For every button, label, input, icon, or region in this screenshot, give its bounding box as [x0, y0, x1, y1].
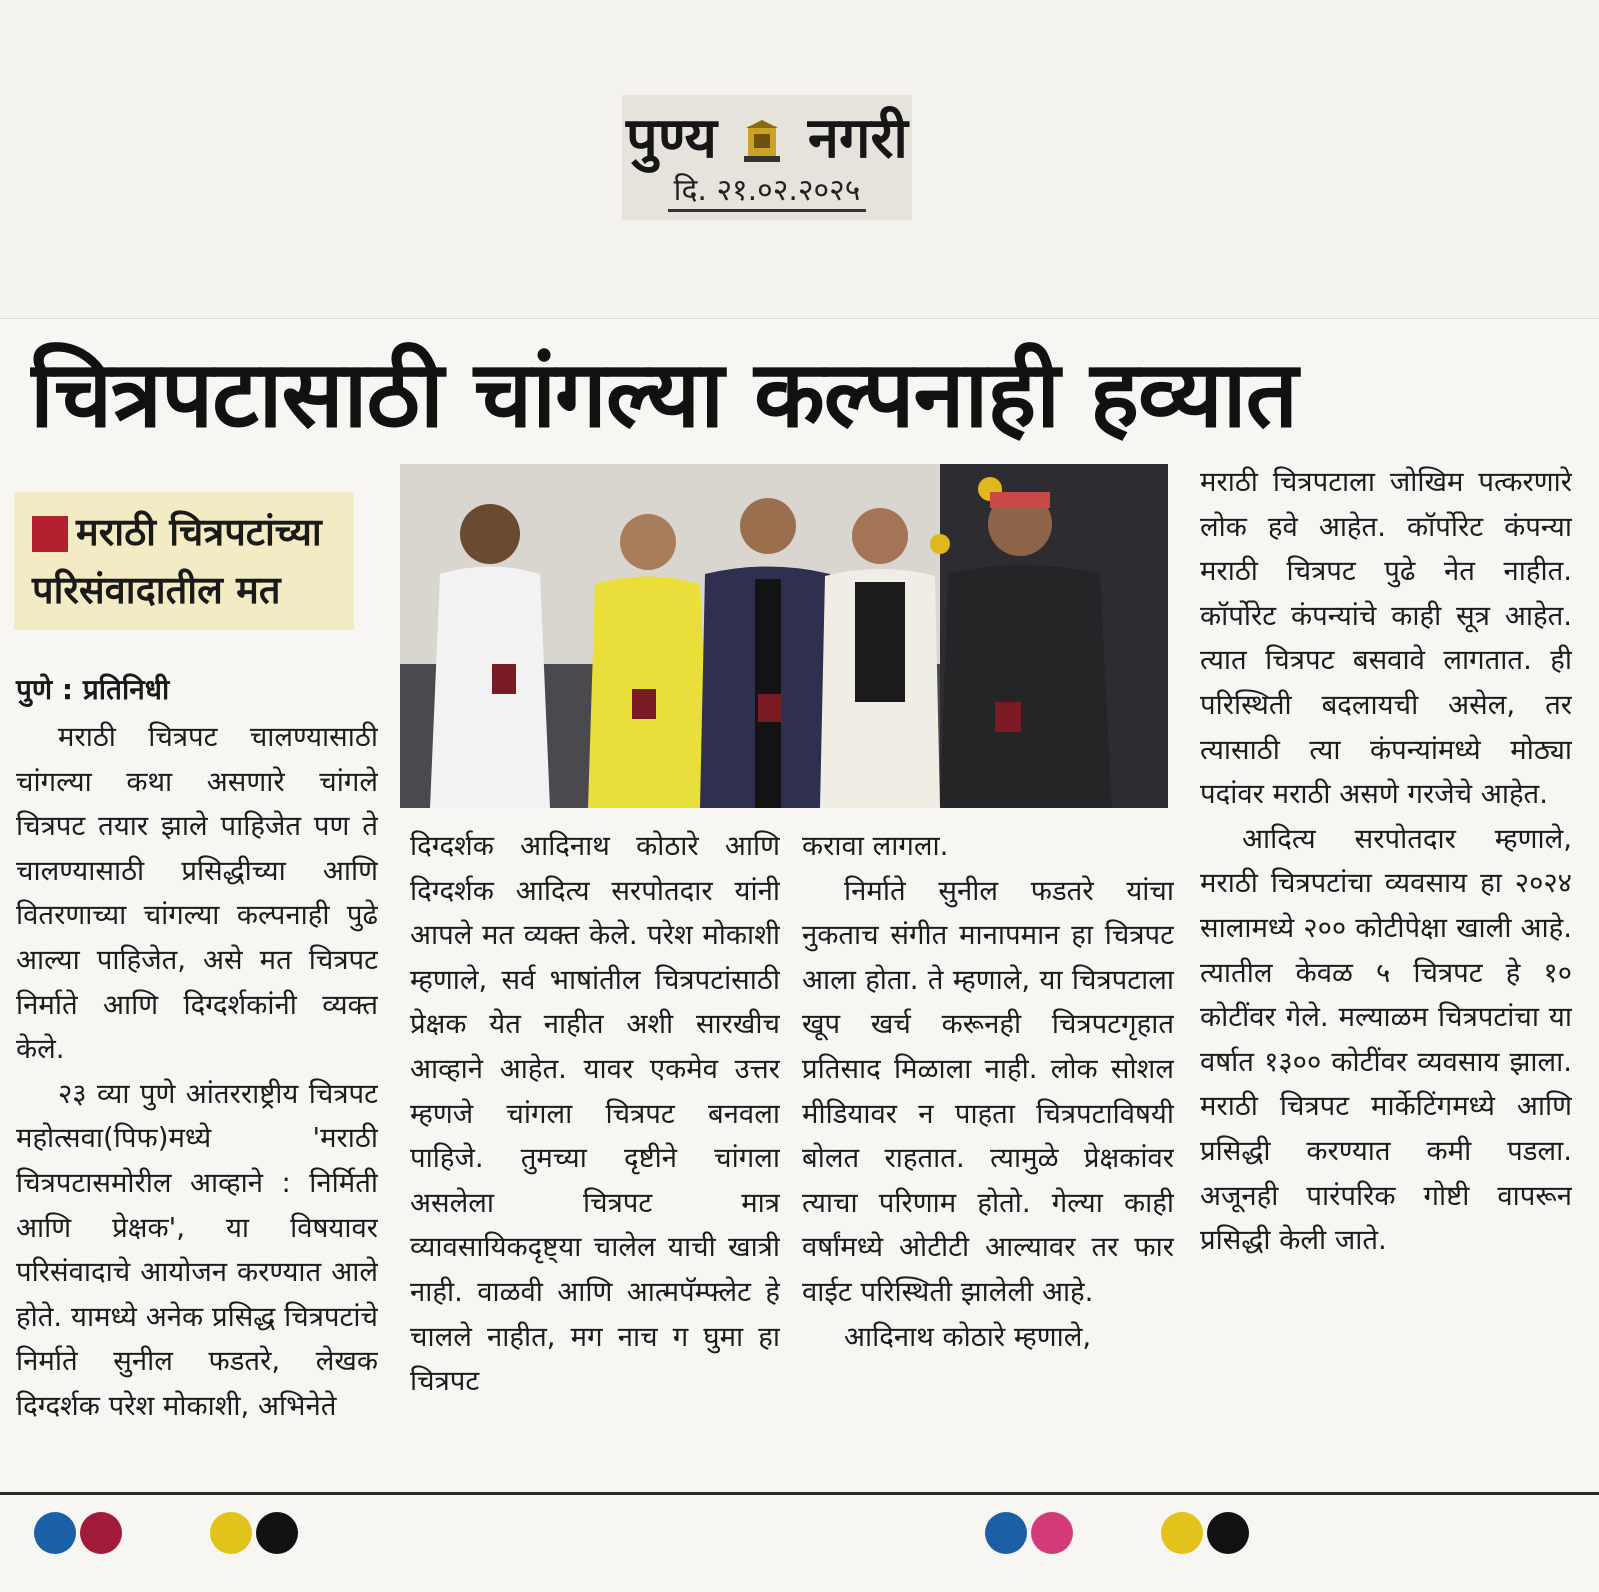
column-paragraph: आदित्य सरपोतदार म्हणाले, मराठी चित्रपटांचा व्यवसाय हा २०२४ सालामध्ये २०० कोटीपेक्षा खाली आहे. त्यातील केवळ ५ चित्रपट हे १० कोटींवर गेले. मल्याळम चित्रपटांचा या वर्षात १३०० कोटींवर व्यवसाय झाला. मराठी चित्रपट मार्केटिंगमध्ये आणि प्रसिद्धी करण्यात कमी पडला. अजूनही पारंपरिक गोष्टी वापरून प्रसिद्धी केली जाते.	[1200, 822, 1572, 1257]
event-photo	[400, 464, 1168, 808]
bottom-rule	[0, 1492, 1599, 1495]
kicker-line-1: मराठी चित्रपटांच्या	[76, 510, 322, 554]
newspaper-name	[622, 103, 912, 173]
kicker-square-icon	[32, 516, 68, 552]
publication-date: दि. २१.०२.२०२५	[668, 173, 867, 212]
article-column-2	[410, 824, 780, 1454]
registration-dot-black	[256, 1512, 298, 1554]
registration-marks-right	[985, 1512, 1265, 1556]
registration-marks-left	[34, 1512, 314, 1556]
masthead-name-left: पुण्य	[626, 105, 717, 171]
column-paragraph: करावा लागला.	[802, 830, 949, 862]
column-paragraph: आदिनाथ कोठारे म्हणाले,	[844, 1320, 1092, 1353]
article-column-4	[1200, 460, 1572, 1455]
kicker-line-2: परिसंवादातील मत	[32, 568, 281, 612]
article-column-1	[16, 715, 378, 1455]
article-kicker	[14, 492, 354, 630]
column-paragraph: मराठी चित्रपटाला जोखिम पत्करणारे लोक हवे आहेत. कॉर्पोरेट कंपन्या मराठी चित्रपट पुढे नेत नाहीत. कॉर्पोरेट कंपन्यांचे काही सूत्र आहेत. त्यात चित्रपट बसवावे लागतात. ही परिस्थिती बदलायची असेल, तर त्यासाठी त्या कंपन्यांमध्ये मोठ्या पदांवर मराठी असणे गरजेचे आहेत.	[1200, 466, 1572, 811]
column-paragraph: दिग्दर्शक आदिनाथ कोठारे आणि दिग्दर्शक आदित्य सरपोतदार यांनी आपले मत व्यक्त केले. परेश मोकाशी म्हणाले, सर्व भाषांतील चित्रपटांसाठी प्रेक्षक येत नाहीत अशी सारखीच आव्हाने आहेत. यावर एकमेव उत्तर म्हणजे चांगला चित्रपट बनवला पाहिजे. तुमच्या दृष्टीने चांगला असलेला चित्रपट मात्र व्यावसायिकदृष्ट्या चालेल याची खात्री नाही. वाळवी आणि आत्मपॅम्फ्लेट हे चालले नाहीत, मग नाच ग घुमा हा चित्रपट	[410, 830, 780, 1398]
column-paragraph: २३ व्या पुणे आंतरराष्ट्रीय चित्रपट महोत्सवा(पिफ)मध्ये 'मराठी चित्रपटासमोरील आव्हाने : निर्मिती आणि प्रेक्षक', या विषयावर परिसंवादाचे आयोजन करण्यात आले होते. यामध्ये अनेक प्रसिद्ध चित्रपटांचे निर्माते सुनील फडतरे, लेखक दिग्दर्शक परेश मोकाशी, अभिनेते	[16, 1077, 378, 1422]
registration-dot-magenta	[80, 1512, 122, 1554]
column-paragraph: मराठी चित्रपट चालण्यासाठी चांगल्या कथा असणारे चांगले चित्रपट तयार झाले पाहिजेत पण ते चालण्यासाठी प्रसिद्धीच्या आणि वितरणाच्या चांगल्या कल्पनाही पुढे आल्या पाहिजेत, असे मत चित्रपट निर्माते आणि दिग्दर्शकांनी व्यक्त केले.	[16, 721, 378, 1066]
registration-dot-black	[1207, 1512, 1249, 1554]
article-column-3	[802, 824, 1174, 1454]
registration-dot-cyan	[985, 1512, 1027, 1554]
registration-dot-yellow	[1161, 1512, 1203, 1554]
newspaper-masthead	[622, 95, 912, 220]
article-headline: चित्रपटासाठी चांगल्या कल्पनाही हव्यात	[30, 341, 1298, 448]
registration-dot-yellow	[210, 1512, 252, 1554]
article-dateline: पुणे : प्रतिनिधी	[16, 673, 170, 706]
masthead-name-right: नगरी	[807, 105, 908, 171]
event-photo-illustration	[400, 464, 1168, 808]
registration-dot-cyan	[34, 1512, 76, 1554]
registration-dot-magenta	[1031, 1512, 1073, 1554]
emblem-icon	[742, 120, 782, 164]
column-paragraph: निर्माते सुनील फडतरे यांचा नुकताच संगीत मानापमान हा चित्रपट आला होता. ते म्हणाले, या चित्रपटाला खूप खर्च करूनही चित्रपटगृहात प्रतिसाद मिळाला नाही. लोक सोशल मीडियावर न पाहता चित्रपटाविषयी बोलत राहतात. त्यामुळे प्रेक्षकांवर त्याचा परिणाम होतो. गेल्या काही वर्षांमध्ये ओटीटी आल्यावर तर फार वाईट परिस्थिती झालेली आहे.	[802, 874, 1174, 1308]
